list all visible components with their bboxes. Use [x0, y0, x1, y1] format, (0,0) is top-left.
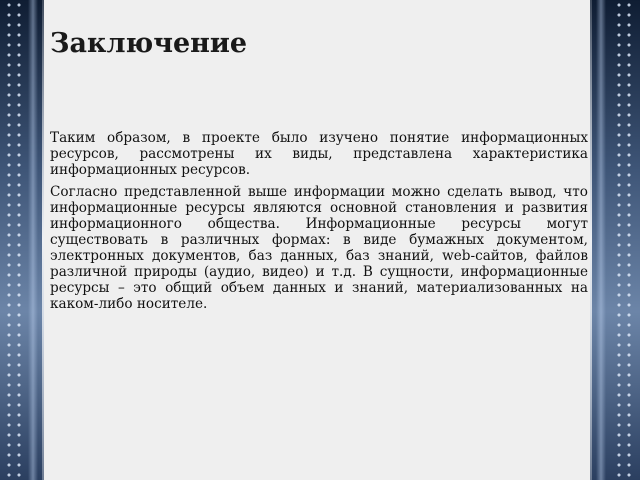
right-shine [596, 0, 606, 480]
slide-content [50, 0, 588, 480]
left-glow-line [42, 0, 44, 480]
left-shine [28, 0, 38, 480]
right-glow-line [590, 0, 592, 480]
paragraph-conclusion: Согласно представленной выше информации можно сделать вывод, что информационные ресурсы являются основной становления и развития информационного общества. Информационные ресурсы могут существовать в различных формах: в виде бумажных документом, электронных документов, баз данных, баз знаний, web-сайтов, файлов различной природы (аудио, видео) и т.д. В сущности, информационные ресурсы – это общий объем данных и знаний, материализованных на каком-либо носителе. [50, 184, 588, 312]
left-decorative-band [0, 0, 44, 480]
left-dot-pattern [4, 0, 24, 480]
paragraph-summary: Таким образом, в проекте было изучено понятие информационных ресурсов, рассмотрены их виды, представлена характеристика информационных ресурсов. [50, 130, 588, 178]
right-decorative-band [590, 0, 640, 480]
slide-body [50, 130, 588, 318]
right-dot-pattern [614, 0, 634, 480]
slide-title: Заключение [50, 28, 248, 59]
